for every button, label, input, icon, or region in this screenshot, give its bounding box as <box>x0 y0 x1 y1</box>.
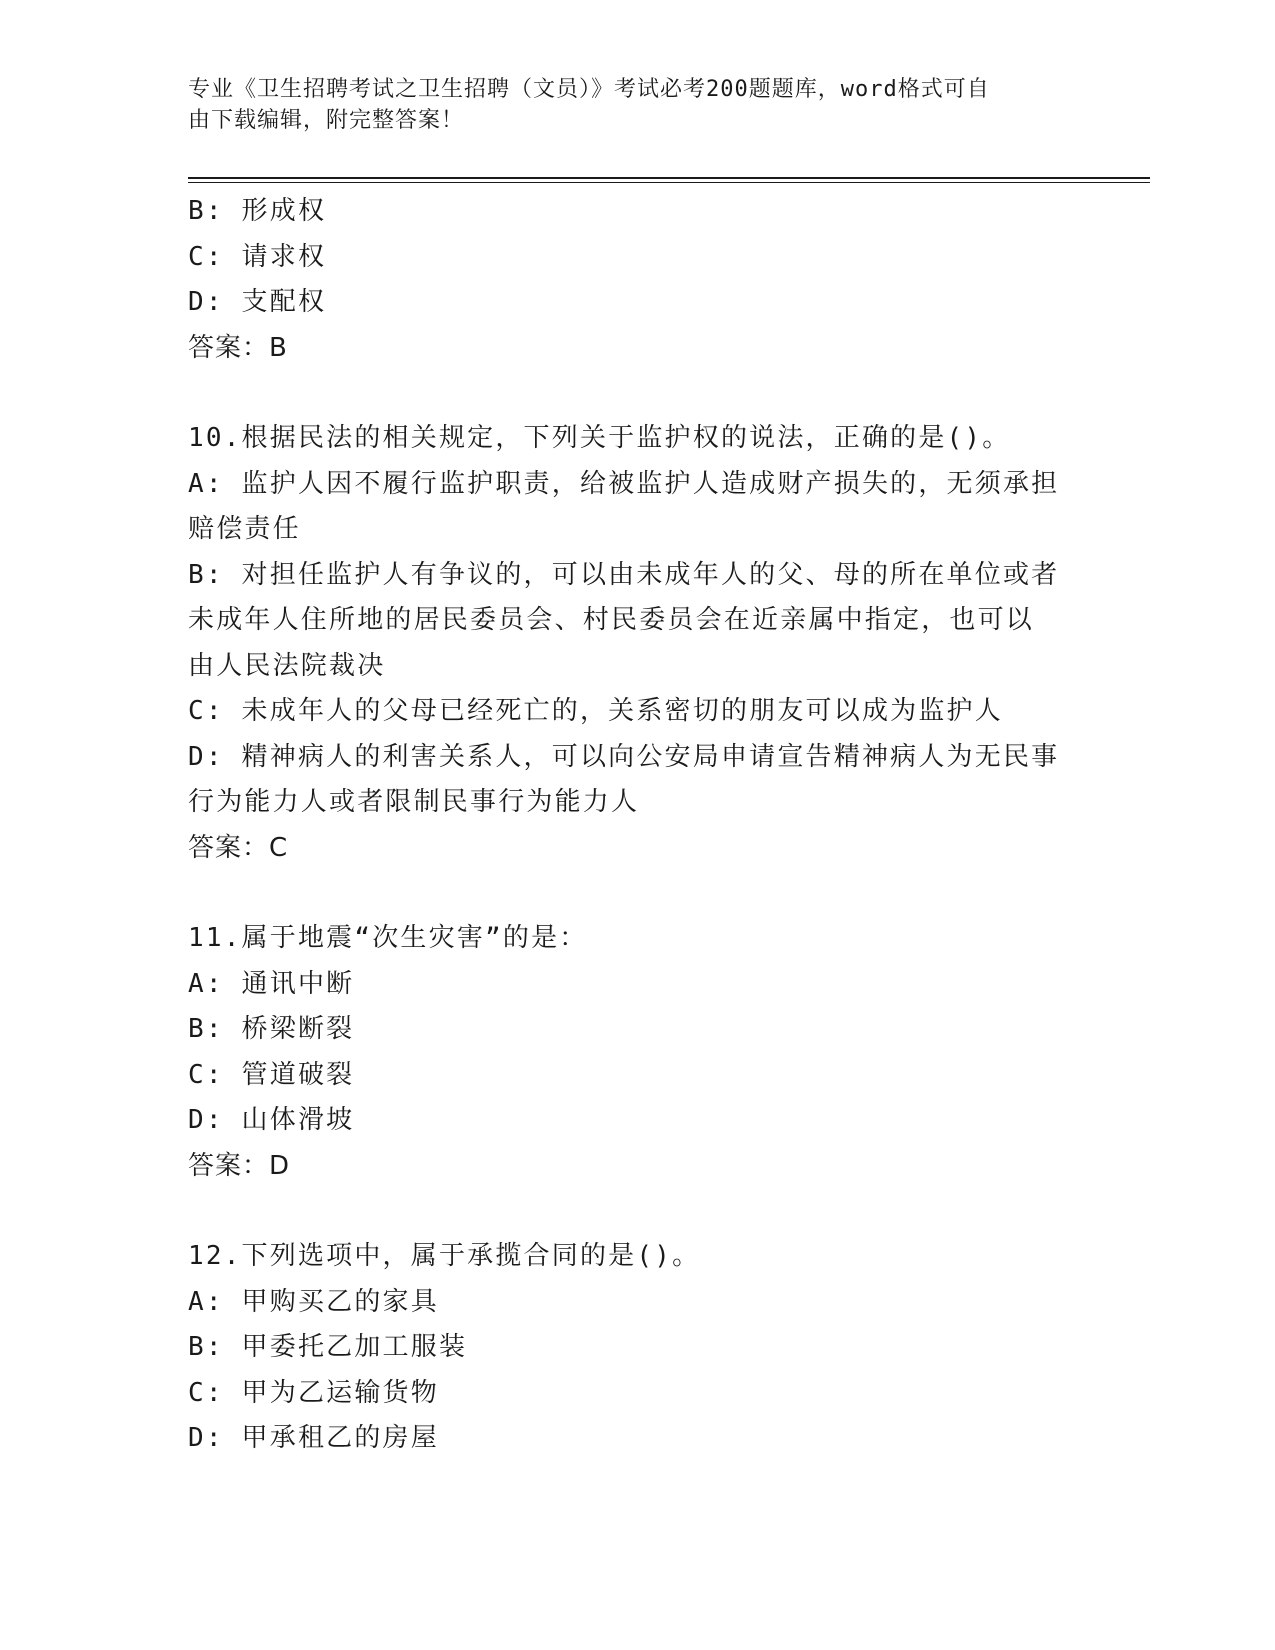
question-stem: 11.属于地震“次生灾害”的是： <box>188 923 588 953</box>
question-stem: 12.下列选项中，属于承揽合同的是()。 <box>188 1241 701 1271</box>
option-a: A: 通讯中断 <box>188 968 355 999</box>
option-c: C: 请求权 <box>188 241 327 272</box>
document-header <box>188 74 1068 136</box>
option-d: D: 支配权 <box>188 287 327 317</box>
question-stem: 10.根据民法的相关规定，下列关于监护权的说法，正确的是()。 <box>188 423 1011 453</box>
option-b-line-3: 由人民法院裁决 <box>188 650 386 681</box>
option-d-line-2: 行为能力人或者限制民事行为能力人 <box>188 787 640 817</box>
option-b: B: 形成权 <box>188 196 327 226</box>
option-c-line-1: C: 未成年人的父母已经死亡的，关系密切的朋友可以成为监护人 <box>188 696 1003 726</box>
option-a-line-2: 赔偿责任 <box>188 514 301 544</box>
document-body <box>188 189 1088 1462</box>
header-divider-thin <box>188 182 1150 183</box>
option-b: B: 甲委托乙加工服装 <box>188 1332 468 1362</box>
option-d: D: 甲承租乙的房屋 <box>188 1423 439 1453</box>
option-b-line-2: 未成年人住所地的居民委员会、村民委员会在近亲属中指定，也可以 <box>188 605 1035 635</box>
answer-line: 答案：B <box>188 332 288 363</box>
answer-line: 答案：C <box>188 832 289 863</box>
option-d: D: 山体滑坡 <box>188 1105 355 1135</box>
option-c: C: 甲为乙运输货物 <box>188 1377 439 1408</box>
header-line-1: 专业《卫生招聘考试之卫生招聘（文员）》考试必考200题题库，word格式可自 <box>188 77 990 102</box>
header-divider-thick <box>188 177 1150 179</box>
option-b: B: 桥梁断裂 <box>188 1014 355 1044</box>
question-11 <box>188 916 1088 1189</box>
option-d-line-1: D: 精神病人的利害关系人，可以向公安局申请宣告精神病人为无民事 <box>188 741 1060 772</box>
header-line-2: 由下载编辑，附完整答案！ <box>188 108 465 133</box>
question-10 <box>188 416 1088 871</box>
answer-line: 答案：D <box>188 1150 291 1181</box>
question-9-continued <box>188 189 1088 371</box>
option-b-line-1: B: 对担任监护人有争议的，可以由未成年人的父、母的所在单位或者 <box>188 559 1060 590</box>
option-c: C: 管道破裂 <box>188 1059 355 1090</box>
option-a-line-1: A: 监护人因不履行监护职责，给被监护人造成财产损失的，无须承担 <box>188 468 1060 499</box>
question-12 <box>188 1234 1088 1462</box>
option-a: A: 甲购买乙的家具 <box>188 1286 439 1317</box>
